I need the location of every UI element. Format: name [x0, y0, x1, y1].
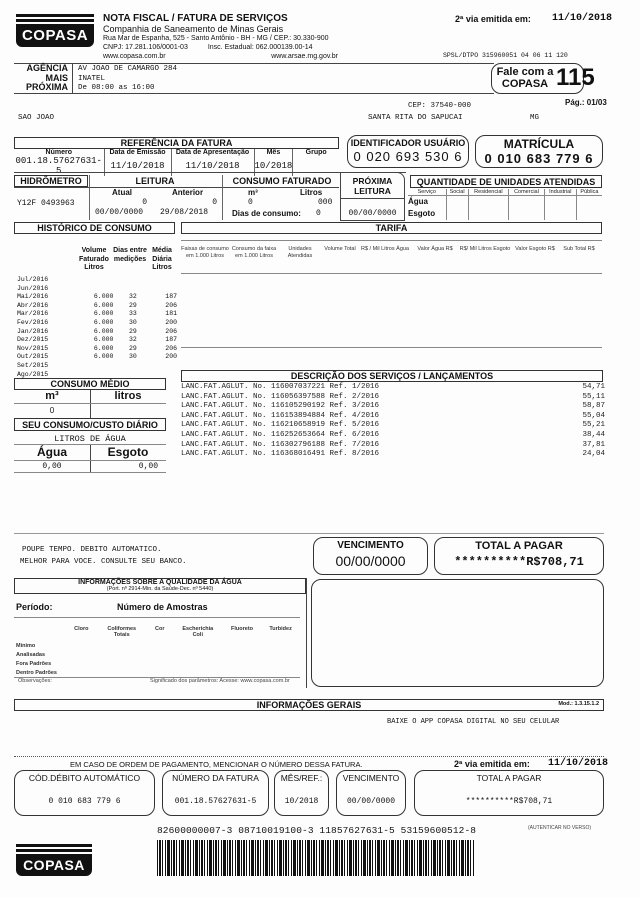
service-row: LANC.FAT.AGLUT. No. 116153894884 Ref. 4/2016 55,04	[181, 411, 605, 420]
stub-debit-box: CÓD.DÉBITO AUTOMÁTICO 0 010 683 779 6	[14, 770, 155, 816]
services-title: DESCRIÇÃO DOS SERVIÇOS / LANÇAMENTOS	[181, 370, 603, 382]
user-id-box: IDENTIFICADOR USUÁRIO 0 020 693 530 6	[347, 135, 469, 168]
service-row: LANC.FAT.AGLUT. No. 116368016491 Ref. 8/2016 24,04	[181, 450, 605, 459]
daily-esgoto-value: 0,00	[138, 462, 158, 471]
site-arsae[interactable]: www.arsae.mg.gov.br	[271, 53, 338, 60]
stub-due-value: 00/00/0000	[346, 797, 395, 806]
contact-phone[interactable]: 115	[556, 64, 595, 91]
stub-invoice-box: NÚMERO DA FATURA 001.18.57627631-5	[162, 770, 269, 816]
customer-cep: CEP: 37540-000	[408, 102, 472, 110]
second-copy-label: 2ª via emitida em:	[455, 14, 531, 24]
service-row: LANC.FAT.AGLUT. No. 116252653664 Ref. 6/2016 38,44	[181, 430, 605, 439]
billed-litros: 000	[318, 198, 333, 207]
service-row: LANC.FAT.AGLUT. No. 116007037221 Ref. 1/2016 54,71	[181, 383, 605, 391]
total-box: TOTAL A PAGAR **********R$708,71	[434, 537, 604, 575]
promo-message: POUPE TEMPO. DEBITO AUTOMATICO. MELHOR PARA VOCE. CONSULTE SEU BANCO.	[20, 546, 187, 566]
reference-table: Número Data de Emissão Data de Apresentação Mês Grupo 001.18.57627631-5 11/10/2018 11/10/2018 10/2018	[14, 149, 339, 176]
reference-title: REFERÊNCIA DA FATURA	[14, 137, 339, 149]
services-table	[181, 383, 607, 460]
quality-rows: Mínimo Analisadas Fora Padrões Dentro Padrões	[16, 643, 57, 676]
user-id-value: 0 020 693 530 6	[353, 149, 463, 164]
service-row: LANC.FAT.AGLUT. No. 116056397588 Ref. 2/2016 55,11	[181, 392, 605, 401]
stub-total-value: **********R$708,71	[465, 797, 553, 806]
service-row: LANC.FAT.AGLUT. No. 116302796188 Ref. 7/2016 37,81	[181, 440, 605, 449]
message-box	[311, 579, 604, 687]
history-row: Nov/2015 6.000 29 206	[17, 344, 177, 352]
reading-current: 0	[142, 198, 147, 207]
tariff-title: TARIFA	[181, 222, 602, 234]
billed-m3: 0	[248, 198, 253, 207]
history-row: Out/2015 6.000 30 200	[17, 353, 177, 361]
quality-params: Cloro Coliformes Totais Cor Escherichia Coli Fluoreto Turbidez	[74, 626, 292, 638]
stub-due-box: VENCIMENTO 00/00/0000	[336, 770, 406, 816]
reading-previous: 0	[212, 198, 217, 207]
barcode	[157, 840, 475, 876]
doc-title: NOTA FISCAL / FATURA DE SERVIÇOS	[103, 13, 288, 24]
avg-consumption-title: CONSUMO MÉDIO	[14, 378, 166, 390]
history-row: Mar/2016 6.000 33 181	[17, 310, 177, 318]
history-row: Abr/2016 6.000 29 206	[17, 301, 177, 309]
reading-current-date: 00/00/0000	[95, 208, 144, 217]
total-value: **********R$708,71	[454, 555, 584, 569]
history-row: Mai/2016 6.000 32 187	[17, 293, 177, 301]
tariff-headers: Faixas de consumo em 1.000 Litros Consumo da faixa em 1.000 Litros Unidades Atendidas Volume Total R$ / Mil Litros Água Valor Água R$ R$/ Mil Litros Esgoto Valor Esgoto R$ Sub Total R$	[181, 246, 595, 259]
next-reading-value: 00/00/0000	[348, 209, 397, 218]
sp-code: SPSL/DTPO 315960051 04 06 11 120	[443, 52, 568, 59]
history-title: HISTÓRICO DE CONSUMO	[14, 222, 175, 234]
contact-box: Fale com a COPASA 115	[491, 63, 584, 94]
history-row: Fev/2016 6.000 30 200	[17, 318, 177, 326]
service-row: LANC.FAT.AGLUT. No. 116105290192 Ref. 3/2016 58,87	[181, 402, 605, 411]
cnpj: CNPJ: 17.281.106/0001-03	[103, 44, 188, 51]
second-copy-date: 11/10/2018	[552, 13, 613, 24]
history-row: Ago/2015	[17, 370, 49, 378]
daily-agua-value: 0,00	[42, 462, 62, 471]
units-table: Serviço Social Residencial Comercial Industrial Pública Água Esgoto	[408, 189, 602, 220]
daily-cost-title: SEU CONSUMO/CUSTO DIÁRIO	[14, 418, 166, 431]
hidrometro-value: Y12F 0493963	[17, 199, 75, 208]
customer-city: SANTA RITA DO SAPUCAI	[368, 114, 463, 122]
history-row: Set/2015	[17, 361, 49, 369]
units-title: QUANTIDADE DE UNIDADES ATENDIDAS	[410, 175, 602, 188]
general-message: BAIXE O APP COPASA DIGITAL NO SEU CELULAR	[387, 718, 560, 726]
agency-info: AV JOAO DE CAMARGO 284 INATEL De 08:00 as 16:00	[78, 65, 178, 92]
reference-month: 10/2018	[254, 156, 293, 176]
company-name: Companhia de Saneamento de Minas Gerais	[103, 24, 284, 34]
page-number: Pág.: 01/03	[565, 98, 607, 107]
history-row: Jun/2016	[17, 284, 49, 292]
due-date-value: 00/00/0000	[335, 553, 406, 569]
insc-estadual: Insc. Estadual: 062.000139.00-14	[207, 44, 313, 51]
stub-invoice-value: 001.18.57627631-5	[174, 797, 257, 806]
invoice-number: 001.18.57627631-5	[14, 156, 104, 176]
copasa-logo-footer: COPASA	[16, 844, 92, 886]
group	[293, 156, 339, 176]
history-row: Dez/2015 6.000 32 187	[17, 336, 177, 344]
issue-date: 11/10/2018	[104, 156, 171, 176]
stub-second-copy-date: 11/10/2018	[548, 758, 609, 769]
avg-m3-value: 0	[49, 406, 55, 415]
quality-title-box: INFORMAÇÕES SOBRE A QUALIDADE DA ÁGUA (Port. nº 2914-Min. da Saúde-Dec. nº 5440)	[14, 578, 306, 594]
payment-notice: EM CASO DE ORDEM DE PAGAMENTO, MENCIONAR O NÚMERO DESSA FATURA.	[70, 760, 363, 769]
customer-district: SAO JOAO	[18, 114, 55, 122]
stub-total-box: TOTAL A PAGAR **********R$708,71	[414, 770, 604, 816]
copasa-logo: COPASA	[16, 14, 94, 56]
company-address: Rua Mar de Espanha, 525 - Santo Antônio - BH - MG / CEP.: 30.330-900	[103, 35, 329, 42]
history-row: Jan/2016 6.000 29 206	[17, 327, 177, 335]
customer-state: MG	[530, 114, 540, 122]
stub-ref-box: MÊS/REF.: 10/2018	[274, 770, 329, 816]
next-reading-box: PRÓXIMA LEITURA 00/00/0000	[340, 172, 405, 221]
history-table	[17, 276, 177, 379]
due-date-box: VENCIMENTO 00/00/0000	[313, 537, 428, 575]
general-info-box: INFORMAÇÕES GERAIS Mod.: 1.3.15.1.2	[14, 699, 604, 711]
hidrometro-title: HIDRÔMETRO	[14, 175, 88, 187]
service-row: LANC.FAT.AGLUT. No. 116210658919 Ref. 5/2016 55,21	[181, 421, 605, 430]
history-row: Jul/2016	[17, 276, 49, 283]
stub-debit-value: 0 010 683 779 6	[48, 797, 121, 806]
matricula-value: 0 010 683 779 6	[484, 151, 594, 166]
reading-previous-date: 29/08/2018	[160, 208, 209, 217]
site-copasa[interactable]: www.copasa.com.br	[103, 53, 166, 60]
barcode-digits: 82600000007-3 08710019100-3 11857627631-5 53159600512-8	[157, 825, 477, 836]
consumption-days: 0	[316, 209, 321, 218]
agency-label: AGÊNCIA MAIS PRÓXIMA	[25, 63, 68, 92]
presentation-date: 11/10/2018	[171, 156, 254, 176]
stub-ref-value: 10/2018	[284, 797, 319, 806]
matricula-box: MATRÍCULA 0 010 683 779 6	[475, 135, 603, 168]
